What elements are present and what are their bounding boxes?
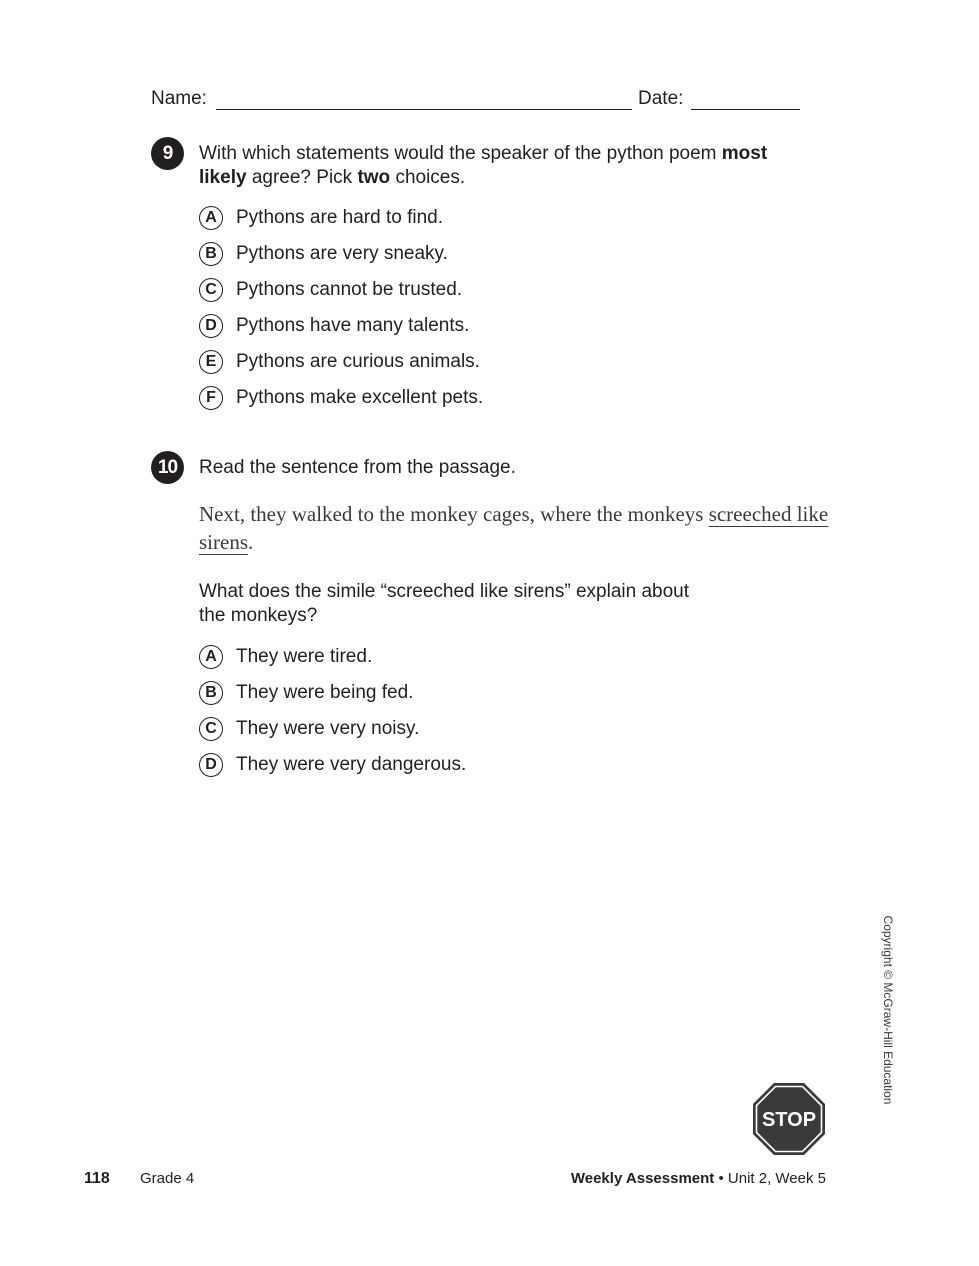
q9-option-a[interactable] xyxy=(199,204,443,232)
name-field[interactable] xyxy=(216,109,632,110)
q9-option-e[interactable] xyxy=(199,348,480,376)
question-9-text-part: With which statements would the speaker of the python poem xyxy=(199,143,722,164)
assessment-title: Weekly Assessment xyxy=(570,1170,715,1187)
answer-bubble[interactable]: A xyxy=(199,206,223,230)
footer-separator: • xyxy=(718,1170,724,1187)
name-date-header xyxy=(151,88,801,114)
answer-bubble[interactable]: E xyxy=(199,350,223,374)
grade-label: Grade 4 xyxy=(140,1170,195,1187)
option-text: Pythons are very sneaky. xyxy=(236,243,448,264)
date-field[interactable] xyxy=(691,109,800,110)
unit-week: Unit 2, Week 5 xyxy=(727,1170,826,1187)
answer-bubble[interactable]: B xyxy=(199,242,223,266)
stop-sign-label: STOP xyxy=(761,1109,817,1131)
question-10-line-1: What does the simile “screeched like sirens” explain about xyxy=(199,581,690,602)
question-10-prompt: Read the sentence from the passage. xyxy=(199,457,516,478)
q9-option-c[interactable] xyxy=(199,276,462,304)
option-text: They were being fed. xyxy=(236,682,414,703)
answer-bubble[interactable]: C xyxy=(199,278,223,302)
assessment-info xyxy=(571,1170,826,1187)
question-9-emphasis-two: two xyxy=(357,167,391,188)
option-text: Pythons are hard to find. xyxy=(236,207,444,228)
option-text: They were very dangerous. xyxy=(236,754,467,775)
question-9-text xyxy=(199,142,819,190)
option-text: Pythons cannot be trusted. xyxy=(236,279,463,300)
passage-text-end: . xyxy=(248,530,254,554)
answer-bubble[interactable]: A xyxy=(199,645,223,669)
answer-bubble[interactable]: B xyxy=(199,681,223,705)
question-10-line-2: the monkeys? xyxy=(199,605,318,626)
passage-excerpt xyxy=(199,500,839,556)
q10-option-d[interactable] xyxy=(199,751,466,779)
q9-option-b[interactable] xyxy=(199,240,448,268)
passage-text: Next, they walked to the monkey cages, where the monkeys xyxy=(199,502,709,526)
date-label: Date: xyxy=(638,88,684,109)
copyright-notice: Copyright © McGraw-Hill Education xyxy=(881,915,895,1105)
option-text: Pythons make excellent pets. xyxy=(236,387,484,408)
option-text: Pythons have many talents. xyxy=(236,315,470,336)
answer-bubble[interactable]: F xyxy=(199,386,223,410)
name-label: Name: xyxy=(151,88,207,109)
question-9-text-part: agree? Pick xyxy=(246,167,358,188)
answer-bubble[interactable]: D xyxy=(199,753,223,777)
option-text: They were tired. xyxy=(236,646,373,667)
q9-option-d[interactable] xyxy=(199,312,469,340)
passage-underlined-simile: screeched like sirens xyxy=(199,502,829,554)
q10-option-b[interactable] xyxy=(199,679,413,707)
answer-bubble[interactable]: D xyxy=(199,314,223,338)
option-text: Pythons are curious animals. xyxy=(236,351,480,372)
question-9-emphasis-most-likely: most likely xyxy=(199,143,768,188)
question-10-number: 10 xyxy=(151,451,184,484)
question-9-number: 9 xyxy=(151,137,184,170)
option-text: They were very noisy. xyxy=(236,718,420,739)
answer-bubble[interactable]: C xyxy=(199,717,223,741)
stop-sign-icon xyxy=(752,1082,826,1156)
page-number: 118 xyxy=(84,1170,110,1187)
question-10-text xyxy=(199,580,819,628)
q10-option-c[interactable] xyxy=(199,715,419,743)
question-9-text-part: choices. xyxy=(390,167,466,188)
q10-option-a[interactable] xyxy=(199,643,372,671)
q9-option-f[interactable] xyxy=(199,384,483,412)
